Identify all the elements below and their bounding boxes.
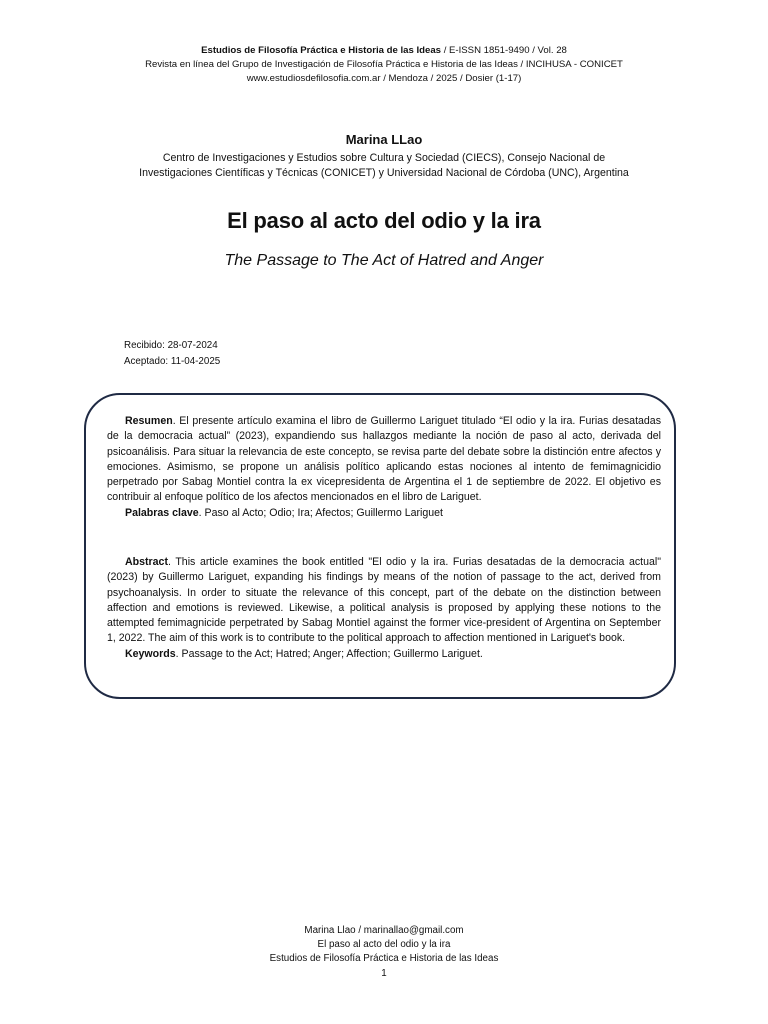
footer-title: El paso al acto del odio y la ira <box>317 939 451 951</box>
page-footer <box>0 924 768 981</box>
received-date: Recibido: 28-07-2024 <box>124 340 218 351</box>
author-affiliation: Centro de Investigaciones y Estudios sobre Cultura y Sociedad (CIECS), Consejo Nacional de Investigaciones Científicas y Técnicas (CONICET) y Universidad Nacional de Córdoba (UNC), Argentina <box>139 152 629 179</box>
journal-issn: / E-ISSN 1851-9490 / Vol. 28 <box>441 45 567 56</box>
journal-header <box>0 44 768 58</box>
palabras-clave-text: . Paso al Acto; Odio; Ira; Afectos; Guillermo Lariguet <box>198 506 443 519</box>
article-title: El paso al acto del odio y la ira <box>227 208 541 233</box>
footer-journal: Estudios de Filosofía Práctica e Historia de las Ideas <box>269 953 499 965</box>
journal-subheader: Revista en línea del Grupo de Investigación de Filosofía Práctica e Historia de las Ideas / INCIHUSA - CONICET <box>145 59 623 70</box>
article-subtitle: The Passage to The Act of Hatred and Anger <box>224 252 544 269</box>
page-number: 1 <box>381 967 387 979</box>
abstract-label: Abstract <box>125 556 168 568</box>
abstract-es <box>107 414 661 521</box>
abstract-text: . This article examines the book entitled "El odio y la ira. Furias desatadas de la democracia actual" (2023) by Guillermo Lariguet, expanding his findings by means of the notion of passage to the act, derived from psychoanalysis. In order to situate the relevance of this concept, part of the debate on the distinction between affection and emotions is reviewed. Likewise, a political analysis is proposed by applying these notions to the attempted femimagnicide perpetrated by Sabag Montiel against the former vice-president of Argentina on September 1, 2022. The aim of this work is to contribute to the political approach to affection mentioned in Lariguet's book. <box>107 556 661 645</box>
keywords <box>107 647 661 662</box>
palabras-clave-label: Palabras clave <box>125 506 199 519</box>
journal-name: Estudios de Filosofía Práctica e Historia de las Ideas <box>201 45 442 56</box>
keywords-label: Keywords <box>125 647 176 660</box>
abstract-paragraph <box>107 555 661 647</box>
palabras-clave <box>107 506 661 521</box>
abstract-en <box>107 555 661 662</box>
keywords-text: . Passage to the Act; Hatred; Anger; Affection; Guillermo Lariguet. <box>175 647 483 660</box>
accepted-date: Aceptado: 11-04-2025 <box>124 356 221 367</box>
resumen-paragraph <box>107 414 661 506</box>
resumen-text: . El presente artículo examina el libro de Guillermo Lariguet titulado “El odio y la ira. Furias desatadas de la democracia actual” (2023), expandiendo sus hallazgos mediante la noción de paso al acto, derivada del psicoanálisis. Para situar la relevancia de este concepto, se revisa parte del debate sobre la distinción entre afectos y emociones. Asimismo, se propone un análisis político aplicando estas nociones al intento de femimagnicidio perpetrado por Sabag Montiel contra la ex vicepresidenta de Argentina el 1 de septiembre de 2022. El objetivo es contribuir al enfoque político de los afectos mencionados en el libro de Lariguet. <box>107 415 661 504</box>
journal-website: www.estudiosdefilosofia.com.ar / Mendoza / 2025 / Dosier (1-17) <box>246 73 522 84</box>
author-name: Marina LLao <box>345 132 423 147</box>
footer-author-email: Marina Llao / marinallao@gmail.com <box>304 925 464 936</box>
resumen-label: Resumen <box>125 415 173 427</box>
